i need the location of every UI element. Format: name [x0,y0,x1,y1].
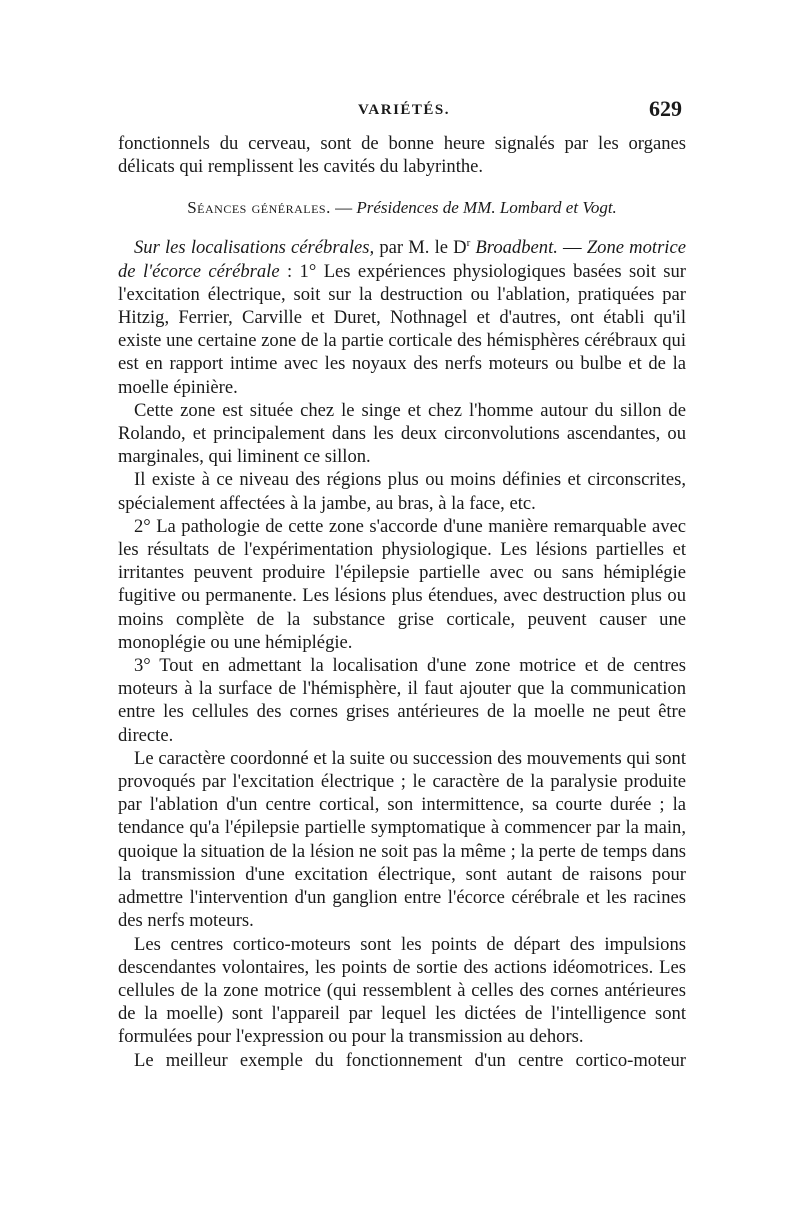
paragraph-continuation [118,132,686,178]
page-header [118,96,686,132]
section-title-dash: — [330,198,357,218]
paragraph-zone-situee [118,399,686,469]
article-title: Sur les localisations cérébrales, [134,237,375,259]
paragraph-text: fonctionnels du cerveau, sont de bonne heure signalés par les organes délicats qui remplissent les cavités du labyrinthe. [118,133,686,178]
paragraph-text: Le meilleur exemple du fonctionnement d'un centre cortico-moteur [134,1049,686,1071]
book-page [118,96,686,1072]
section-title [118,196,686,219]
paragraph-localisations [118,236,686,398]
paragraph-regions [118,468,686,514]
paragraph-text: Cette zone est située chez le singe et chez l'homme autour du sillon de Rolando, et principalement dans les deux circonvolutions ascendantes, ou marginales, qui liminent ce sillon. [118,399,686,468]
paragraph-pathologie [118,515,686,654]
section-title-smallcaps: Séances générales. [187,198,331,218]
paragraph-text: 3° Tout en admettant la localisation d'une zone motrice et de centres moteurs à la surface de l'hémisphère, il faut ajouter que la communication entre les cellules des cornes grises antérieures de la moelle ne peut être directe. [118,655,686,746]
running-head: VARIÉTÉS. [358,102,451,118]
paragraph-caractere [118,747,686,933]
paragraph-centres [118,933,686,1049]
paragraph-localisation-zone [118,654,686,747]
paragraph-text: : 1° Les expériences physiologiques basées soit sur l'excitation électrique, soit sur la destruction ou l'ablation, pratiquées par Hitzig, Ferrier, Carville et Duret, Nothnagel et d'autres, ont établi qu'il existe une certaine zone de la partie corticale des hémisphères cérébraux qui est en rapport intime avec les noyaux des nerfs moteurs ou bulbe et de la moelle épinière. [118,260,686,398]
author-title-sup: r [466,237,471,250]
paragraph-text: Les centres cortico-moteurs sont les points de départ des impulsions descendantes volontaires, les points de sortie des actions idéomotrices. Les cellules de la zone motrice (qui ressemblent à celles des cornes antérieures de la moelle) sont l'appareil par lequel les dictées de l'intelligence sont formulées pour l'expression ou pour la transmission au dehors. [118,933,686,1048]
page-number: 629 [649,96,682,121]
dash-separator: — [557,237,587,259]
paragraph-meilleur-exemple [118,1049,686,1072]
subsection-title: Zone motrice de l'écorce cérébrale [118,237,686,282]
paragraph-text: Le caractère coordonné et la suite ou succession des mouvements qui sont provoqués par l'excitation électrique ; le caractère de la paralysie produite par l'ablation d'un centre cortical, son intermittence, sa courte durée ; la tendance qu'a l'épilepsie partielle symptomatique à commencer par la main, quoique la situation de la lésion ne soit pas la même ; la perte de temps dans la transmission d'une excitation électrique, sont autant de raisons pour admettre l'intervention d'un ganglion entre l'écorce cérébrale et les racines des nerfs moteurs. [118,747,686,932]
paragraph-text: 2° La pathologie de cette zone s'accorde d'une manière remarquable avec les résultats de l'expérimentation physiologique. Les lésions partielles et irritantes peuvent produire l'épilepsie partielle avec ou sans hémiplégie fugitive ou permanente. Les lésions plus étendues, avec destruction plus ou moins complète de la substance grise corticale, peuvent causer une monoplégie ou une hémiplégie. [118,515,686,653]
author-name: Broadbent. [470,237,558,259]
author-prefix: par M. le D [374,237,467,259]
paragraph-text: Il existe à ce niveau des régions plus ou moins définies et circonscrites, spécialement affectées à la jambe, au bras, à la face, etc. [118,469,686,514]
section-title-italic: Présidences de MM. Lombard et Vogt. [356,198,617,218]
